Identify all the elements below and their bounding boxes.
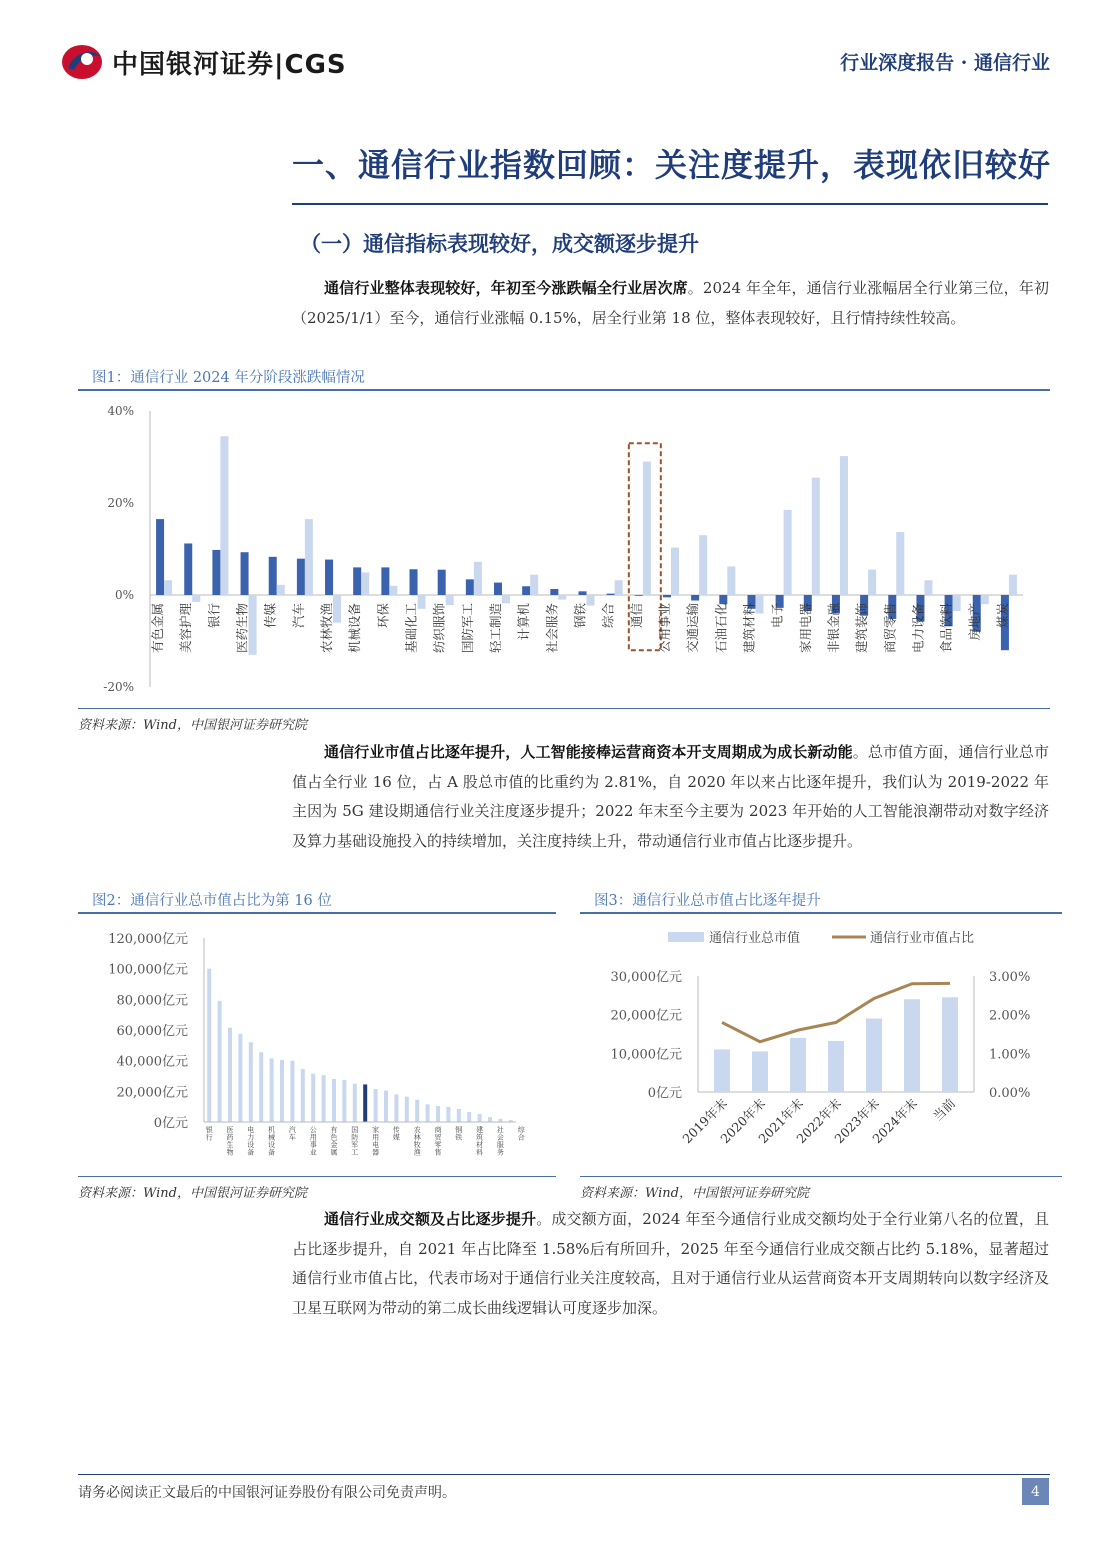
bar: [467, 1112, 471, 1122]
bar-series-1: [550, 589, 558, 595]
x-tick-label: 环保: [375, 603, 391, 629]
x-tick-label: 计算机: [516, 603, 532, 641]
paragraph-lead: 通信行业整体表现较好，年初至今涨跌幅全行业居次席: [324, 279, 688, 297]
bar-series-1: [156, 519, 164, 595]
x-tick-label-char: 合: [517, 1133, 525, 1142]
x-tick-label: 基础化工: [403, 603, 419, 654]
x-tick-label-char: 牧: [413, 1141, 421, 1149]
fig1-title: 图1：通信行业 2024 年分阶段涨跌幅情况: [92, 370, 365, 386]
bar: [332, 1079, 336, 1122]
legend-bar-swatch: [668, 932, 704, 942]
bar: [436, 1106, 440, 1122]
x-tick-label: 传媒: [262, 603, 278, 629]
fig1-bottom-rule: [78, 708, 1050, 709]
bar-series-2: [192, 595, 200, 602]
bar: [322, 1075, 326, 1122]
x-tick-label-char: 铁: [455, 1133, 463, 1142]
bar: [228, 1028, 232, 1122]
x-tick-label-char: 会: [496, 1133, 504, 1142]
x-tick-label-char: 备: [247, 1148, 255, 1157]
y-right-tick-label: 2.00%: [989, 1008, 1031, 1024]
y-left-tick-label: 20,000亿元: [610, 1008, 682, 1024]
y-tick-label: 60,000亿元: [116, 1024, 188, 1039]
y-right-tick-label: 0.00%: [989, 1086, 1031, 1101]
bar-series-1: [466, 579, 474, 595]
bar-series-2: [446, 595, 454, 605]
x-tick-label-char: 车: [288, 1133, 296, 1142]
bar-series-2: [305, 519, 313, 595]
fig1-rule: [78, 389, 1050, 391]
x-tick-label-char: 建: [476, 1126, 484, 1134]
bar: [218, 1001, 222, 1122]
bar-series-2: [896, 532, 904, 595]
y-tick-label: 80,000亿元: [116, 993, 188, 1009]
bar: [249, 1042, 253, 1122]
bar-series-1: [269, 557, 277, 595]
x-tick-label: 有色金属: [150, 603, 166, 654]
x-tick-label-char: 售: [434, 1148, 442, 1157]
bar-series-1: [522, 586, 530, 595]
legend-bar-label: 通信行业总市值: [709, 931, 801, 946]
fig1-source: 资料来源：Wind，中国银河证券研究院: [78, 718, 307, 733]
bar-series-1: [579, 591, 587, 595]
bar-series-2: [587, 595, 595, 606]
x-tick-label: 电子: [769, 603, 785, 629]
bar: [384, 1091, 388, 1122]
x-tick-label: 2021年末: [755, 1095, 807, 1147]
x-tick-label-char: 用: [309, 1133, 317, 1142]
x-tick-label-char: 器: [372, 1148, 380, 1157]
paragraph-1: [292, 274, 1049, 333]
bar-series-2: [924, 580, 932, 595]
bar-series-2: [249, 595, 257, 655]
x-tick-label: 医药生物: [234, 603, 250, 654]
bar: [942, 997, 958, 1092]
bar-series-1: [353, 567, 361, 595]
fig1-chart: [78, 395, 1050, 707]
bar-series-2: [784, 510, 792, 595]
y-tick-label: 20%: [107, 496, 134, 510]
x-tick-label-char: 服: [496, 1141, 504, 1149]
x-tick-label: 轻工制造: [488, 603, 504, 654]
x-tick-label-char: 医: [226, 1126, 234, 1134]
x-tick-label-char: 属: [330, 1148, 338, 1157]
x-tick-label-char: 商: [434, 1126, 442, 1134]
x-tick-label-char: 金: [330, 1141, 338, 1149]
y-tick-label: 120,000亿元: [108, 932, 188, 947]
bar: [478, 1114, 482, 1122]
x-tick-label-char: 传: [392, 1126, 400, 1134]
x-tick-label-char: 家: [372, 1126, 380, 1134]
x-tick-label: 2020年末: [717, 1095, 769, 1147]
x-tick-label-char: 备: [268, 1148, 276, 1157]
bar-series-2: [530, 575, 538, 595]
paragraph-text: 。2024 年全年，通信行业涨幅居全行业第三位，年初（2025/1/1）至今，通信行业涨幅 0.15%，居全行业第 18 位，整体表现较好，且行情持续性较高。: [292, 279, 1049, 327]
bar: [353, 1084, 357, 1122]
bar-series-2: [755, 595, 763, 613]
fig2-bottom-rule: [78, 1176, 556, 1177]
x-tick-label-char: 电: [247, 1126, 255, 1134]
x-tick-label-char: 防: [351, 1133, 359, 1142]
x-tick-label-char: 公: [309, 1126, 317, 1134]
x-tick-label-char: 械: [268, 1133, 276, 1142]
x-tick-label: 机械设备: [347, 603, 363, 654]
x-tick-label-char: 社: [496, 1126, 504, 1134]
x-tick-label-char: 料: [476, 1148, 484, 1157]
bar: [790, 1038, 806, 1092]
bar: [363, 1084, 367, 1122]
page-number: 4: [1022, 1478, 1049, 1505]
x-tick-label-char: 色: [330, 1133, 338, 1142]
fig2-rule: [78, 912, 556, 914]
bar: [280, 1060, 284, 1122]
section-title: 一、通信行业指数回顾：关注度提升，表现依旧较好: [292, 146, 1052, 184]
x-tick-label-char: 材: [476, 1141, 484, 1149]
y-right-tick-label: 1.00%: [989, 1047, 1031, 1063]
x-tick-label-char: 汽: [288, 1126, 296, 1134]
x-tick-label: 电力设备: [910, 603, 926, 654]
fig3-rule: [580, 912, 1062, 914]
x-tick-label-char: 贸: [434, 1133, 442, 1142]
footer-disclaimer: 请务必阅读正文最后的中国银河证券股份有限公司免责声明。: [78, 1485, 456, 1501]
x-tick-label: 房地产: [966, 603, 982, 641]
x-tick-label-char: 设: [247, 1141, 255, 1149]
bar: [752, 1051, 768, 1092]
brand-logo: [60, 40, 360, 84]
bar-series-2: [671, 548, 679, 595]
x-tick-label-char: 药: [226, 1133, 234, 1142]
y-left-tick-label: 10,000亿元: [610, 1047, 682, 1063]
bar: [446, 1107, 450, 1122]
bar: [457, 1109, 461, 1122]
x-tick-label-char: 渔: [413, 1148, 421, 1157]
bar-series-2: [981, 595, 989, 604]
y-left-tick-label: 30,000亿元: [610, 970, 682, 985]
x-tick-label: 商贸零售: [882, 603, 898, 654]
y-tick-label: 20,000亿元: [116, 1085, 188, 1101]
footer-rule: [78, 1474, 1050, 1475]
x-tick-label: 纺织服饰: [431, 603, 447, 654]
y-tick-label: -20%: [103, 680, 134, 694]
x-tick-label: 2024年末: [869, 1095, 921, 1147]
bar-series-2: [389, 586, 397, 595]
bar-series-1: [663, 595, 671, 597]
paragraph-2: [292, 738, 1049, 856]
bar: [238, 1034, 242, 1122]
bar-series-1: [438, 570, 446, 595]
x-tick-label-char: 物: [226, 1148, 234, 1157]
y-tick-label: 40%: [107, 404, 134, 418]
fig3-title: 图3：通信行业总市值占比逐年提升: [594, 893, 821, 909]
x-tick-label: 银行: [206, 603, 222, 629]
paragraph-3: [292, 1205, 1049, 1323]
bar-series-2: [474, 562, 482, 595]
bar: [714, 1049, 730, 1092]
bar-series-1: [635, 595, 643, 596]
bar: [342, 1080, 346, 1122]
subsection-title: （一）通信指标表现较好，成交额逐步提升: [300, 231, 699, 256]
x-tick-label: 石油石化: [713, 603, 729, 654]
bar-series-2: [277, 585, 285, 595]
bar: [904, 999, 920, 1092]
bar: [488, 1117, 492, 1122]
legend-line-label: 通信行业市值占比: [870, 931, 975, 946]
bar-series-2: [1009, 575, 1017, 595]
bar-series-2: [558, 595, 566, 600]
x-tick-label-char: 务: [496, 1148, 504, 1157]
bar: [301, 1069, 305, 1122]
x-tick-label-char: 力: [247, 1133, 255, 1142]
bar: [207, 969, 211, 1122]
bar: [828, 1041, 844, 1092]
x-tick-label-char: 农: [413, 1126, 421, 1134]
x-tick-label-char: 有: [330, 1126, 338, 1134]
report-type: 行业深度报告 · 通信行业: [840, 52, 1050, 74]
bar: [415, 1100, 419, 1122]
y-tick-label: 40,000亿元: [116, 1054, 188, 1070]
x-tick-label-char: 筑: [476, 1133, 484, 1142]
bar-series-2: [220, 436, 228, 595]
x-tick-label: 非银金融: [825, 603, 841, 654]
bar-series-2: [699, 535, 707, 595]
bar: [270, 1058, 274, 1122]
x-tick-label-char: 军: [351, 1141, 359, 1149]
bar: [394, 1094, 398, 1122]
x-tick-label: 家用电器: [797, 603, 813, 654]
bar: [426, 1104, 430, 1122]
bar-series-2: [953, 595, 961, 611]
x-tick-label-char: 林: [413, 1133, 421, 1142]
x-tick-label: 美容护理: [178, 603, 194, 654]
fig2-chart: [78, 918, 556, 1174]
bar-series-1: [691, 595, 699, 601]
y-left-tick-label: 0亿元: [647, 1086, 682, 1101]
bar-series-2: [361, 572, 369, 595]
x-tick-label-char: 生: [226, 1141, 234, 1149]
bar-series-1: [212, 550, 220, 595]
section-rule: [292, 203, 1048, 205]
y-tick-label: 0%: [114, 588, 134, 602]
bar-series-1: [325, 560, 333, 595]
x-tick-label: 2019年末: [679, 1095, 731, 1147]
bar: [311, 1074, 315, 1122]
y-right-tick-label: 3.00%: [989, 970, 1031, 985]
bar-series-1: [184, 543, 192, 595]
bar-series-2: [164, 580, 172, 595]
x-tick-label: 农林牧渔: [319, 603, 335, 654]
x-tick-label: 社会服务: [544, 603, 560, 654]
x-tick-label-char: 事: [309, 1141, 317, 1149]
x-tick-label-char: 银: [205, 1126, 213, 1134]
x-tick-label: 公用事业: [656, 603, 672, 654]
x-tick-label-char: 电: [372, 1141, 380, 1149]
bar-series-2: [643, 462, 651, 595]
y-tick-label: 0亿元: [153, 1116, 188, 1131]
cgs-logo-icon: [60, 42, 104, 82]
x-tick-label: 2022年末: [793, 1095, 845, 1147]
bar: [290, 1061, 294, 1122]
x-tick-label: 钢铁: [572, 603, 588, 629]
x-tick-label-char: 业: [309, 1148, 317, 1157]
x-tick-label-char: 设: [268, 1141, 276, 1149]
x-tick-label: 汽车: [290, 603, 306, 629]
x-tick-label-char: 行: [205, 1133, 213, 1142]
bar-series-2: [840, 456, 848, 595]
x-tick-label: 通信: [628, 603, 644, 629]
x-tick-label-char: 用: [372, 1133, 380, 1142]
x-tick-label: 煤炭: [994, 603, 1010, 629]
bar-series-2: [502, 595, 510, 603]
x-tick-label-char: 综: [517, 1126, 525, 1134]
paragraph-text: 。成交额方面，2024 年至今通信行业成交额均处于全行业第八名的位置，且占比逐步提升，自 2021 年占比降至 1.58%后有所回升，2025 年至今通信行业成交额占比约 5.18%，显著超过通信行业市值占比，代表市场对于通信行业关注度较高，且对于通信行业从运营商资本开支周期转向以数字经济及卫星互联网为带动的第二成长曲线逻辑认可度逐步加深。: [292, 1210, 1049, 1317]
x-tick-label: 建筑材料: [741, 603, 757, 654]
bar: [259, 1052, 263, 1122]
paragraph-lead: 通信行业成交额及占比逐步提升: [324, 1210, 537, 1228]
fig3-source: 资料来源：Wind，中国银河证券研究院: [580, 1186, 809, 1201]
fig3-chart: [580, 918, 1062, 1174]
x-tick-label-char: 国: [351, 1126, 359, 1134]
bar: [405, 1097, 409, 1122]
paragraph-text: 。总市值方面，通信行业总市值占全行业 16 位，占 A 股总市值的比重约为 2.81%，自 2020 年以来占比逐年提升，我们认为 2019-2022 年主因为 5G 建设期通信行业关注度逐步提升；2022 年末至今主要为 2023 年开始的人工智能浪潮带动对数字经济及算力基础设施投入的持续增加，关注度持续上升，带动通信行业市值占比逐步提升。: [292, 743, 1049, 850]
bar-series-1: [381, 567, 389, 595]
bar-series-1: [410, 569, 418, 595]
bar-series-2: [615, 580, 623, 595]
fig2-title: 图2：通信行业总市值占比为第 16 位: [92, 893, 332, 909]
paragraph-lead: 通信行业市值占比逐年提升，人工智能接棒运营商资本开支周期成为成长新动能: [324, 743, 853, 761]
x-tick-label: 当前: [929, 1095, 959, 1124]
bar: [374, 1089, 378, 1122]
x-tick-label: 食品饮料: [938, 603, 954, 654]
brand-name: 中国银河证券|CGS: [112, 49, 347, 80]
x-tick-label: 国防军工: [459, 603, 475, 654]
fig3-bottom-rule: [580, 1176, 1062, 1177]
x-tick-label-char: 机: [268, 1126, 276, 1134]
bar-series-2: [812, 478, 820, 595]
y-tick-label: 100,000亿元: [108, 962, 188, 978]
bar-series-2: [727, 566, 735, 595]
fig2-source: 资料来源：Wind，中国银河证券研究院: [78, 1186, 307, 1201]
x-tick-label: 综合: [600, 603, 616, 629]
bar-series-1: [719, 595, 727, 604]
bar: [866, 1019, 882, 1092]
x-tick-label-char: 媒: [392, 1133, 400, 1142]
bar-series-1: [297, 559, 305, 595]
x-tick-label-char: 零: [434, 1141, 442, 1149]
x-tick-label-char: 工: [351, 1148, 359, 1157]
bar-series-1: [607, 594, 615, 595]
bar-series-2: [868, 570, 876, 595]
x-tick-label-char: 钢: [455, 1126, 463, 1134]
bar-series-1: [241, 552, 249, 595]
x-tick-label: 交通运输: [685, 603, 701, 654]
x-tick-label: 2023年末: [831, 1095, 883, 1147]
x-tick-label: 建筑装饰: [854, 603, 870, 654]
bar-series-2: [333, 595, 341, 623]
bar-series-1: [494, 583, 502, 595]
bar-series-2: [418, 595, 426, 609]
